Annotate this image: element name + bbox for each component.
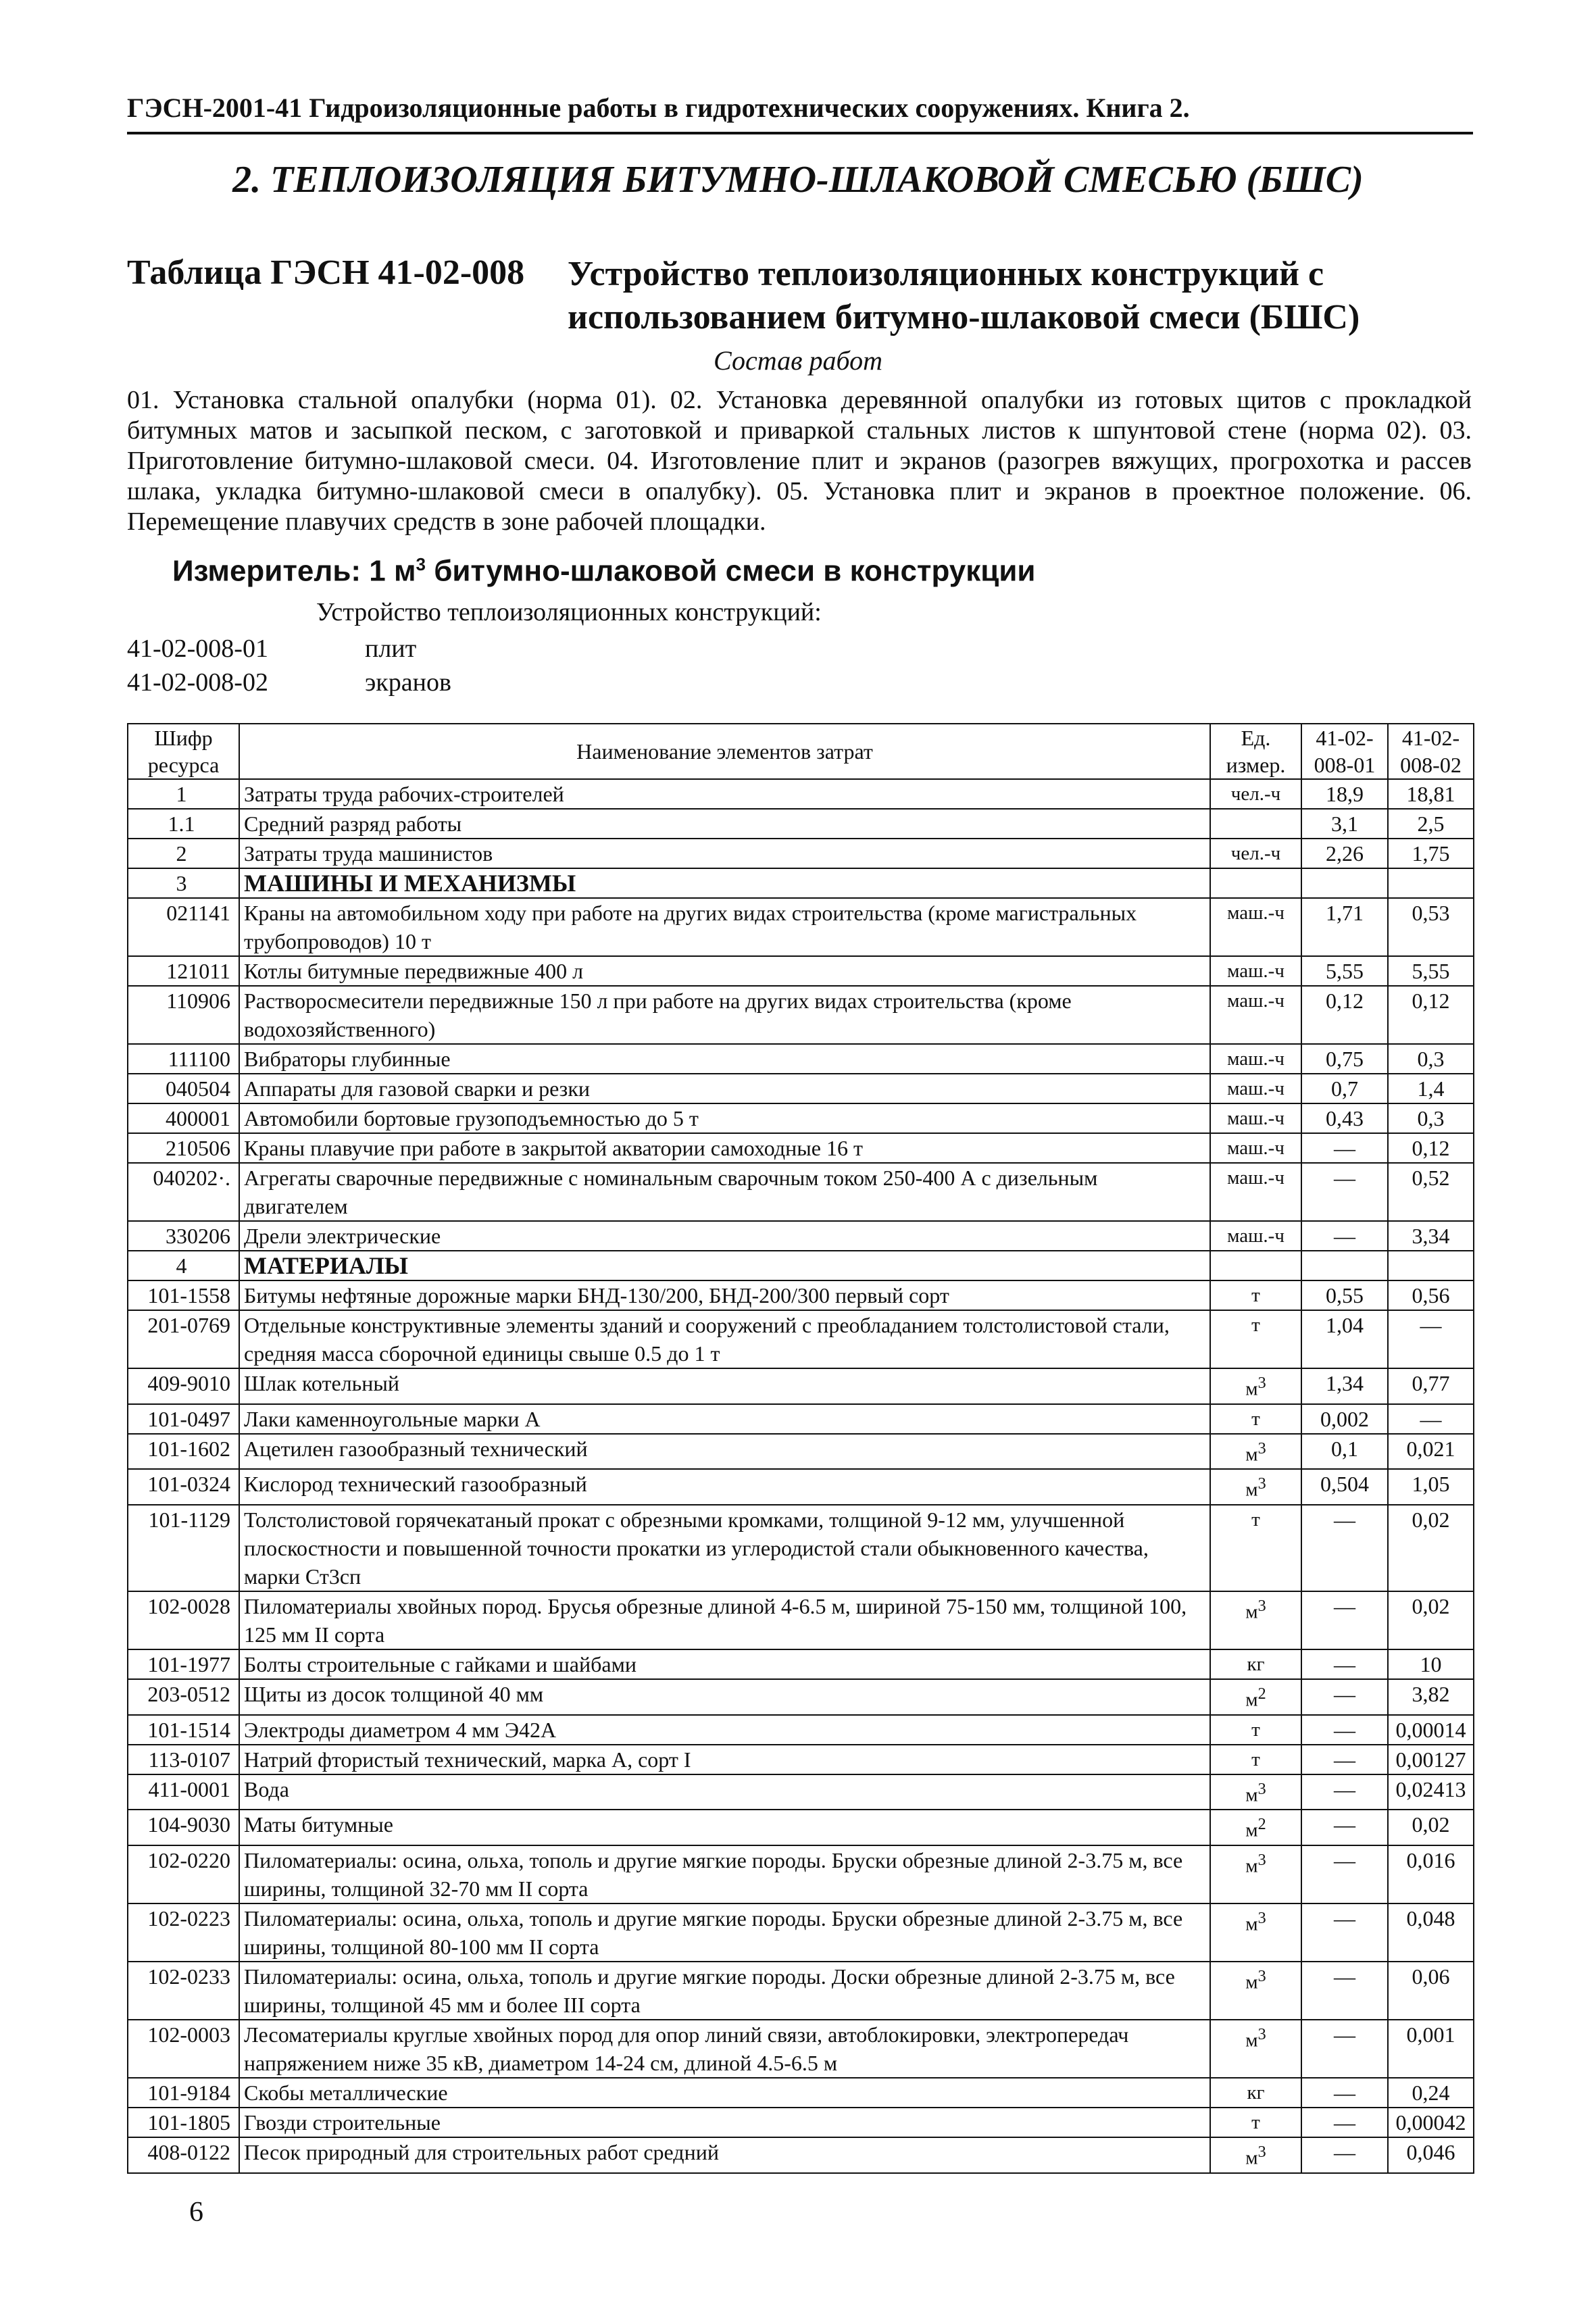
table-row: [128, 1221, 1474, 1251]
value-col-1: —: [1301, 1715, 1388, 1745]
value-col-2: —: [1388, 1310, 1474, 1368]
table-row: [128, 1434, 1474, 1470]
value-col-2: 0,001: [1388, 2020, 1474, 2078]
resource-unit: [1210, 1962, 1301, 2020]
value-col-2: 0,12: [1388, 1133, 1474, 1163]
resource-name: Аппараты для газовой сварки и резки: [239, 1074, 1210, 1103]
header-rule: [127, 132, 1473, 134]
resource-code: 102-0003: [128, 2020, 239, 2078]
variant-code: 41-02-008-02: [127, 668, 268, 697]
meter-line: [172, 554, 1035, 589]
value-col-1: 18,9: [1301, 779, 1388, 809]
value-col-1: 0,55: [1301, 1280, 1388, 1310]
resource-unit: [1210, 1679, 1301, 1715]
table-row: [128, 1591, 1474, 1649]
resource-unit: [1210, 809, 1301, 839]
resource-unit: [1210, 1163, 1301, 1221]
value-col-2: 10: [1388, 1649, 1474, 1679]
value-col-1: —: [1301, 1133, 1388, 1163]
resource-unit: [1210, 1280, 1301, 1310]
resource-name: Щиты из досок толщиной 40 мм: [239, 1679, 1210, 1715]
variant-code: 41-02-008-01: [127, 634, 268, 663]
table-row: [128, 1074, 1474, 1103]
resource-code: 101-1602: [128, 1434, 239, 1470]
value-col-1: 5,55: [1301, 956, 1388, 986]
value-col-1: 0,75: [1301, 1044, 1388, 1074]
value-col-2: 3,34: [1388, 1221, 1474, 1251]
table-row: [128, 1044, 1474, 1074]
value-col-1: 1,71: [1301, 898, 1388, 956]
resource-name: Пиломатериалы: осина, ольха, тополь и другие мягкие породы. Бруски обрезные длиной 2-3.75 м, все ширины, толщиной 32-70 мм II сорта: [239, 1845, 1210, 1903]
table-row: [128, 1745, 1474, 1774]
value-col-2: 0,02: [1388, 1591, 1474, 1649]
resource-name: Песок природный для строительных работ средний: [239, 2137, 1210, 2173]
header-col-2: 41-02-008-02: [1388, 724, 1474, 779]
unit-text: кг: [1247, 1653, 1265, 1675]
resource-name: Скобы металлические: [239, 2078, 1210, 2108]
value-col-1: [1301, 868, 1388, 898]
table-row: [128, 2137, 1474, 2173]
table-row: [128, 2078, 1474, 2108]
unit-exponent: 2: [1257, 1815, 1266, 1834]
resource-unit: [1210, 779, 1301, 809]
table-row: [128, 1251, 1474, 1280]
table-row: [128, 1962, 1474, 2020]
resource-unit: [1210, 2078, 1301, 2108]
value-col-1: —: [1301, 1962, 1388, 2020]
value-col-2: 0,016: [1388, 1845, 1474, 1903]
resource-unit: [1210, 2020, 1301, 2078]
resource-code: 113-0107: [128, 1745, 239, 1774]
resource-unit: [1210, 1434, 1301, 1470]
value-col-1: 0,12: [1301, 986, 1388, 1044]
value-col-1: —: [1301, 1591, 1388, 1649]
table-row: [128, 868, 1474, 898]
resource-unit: [1210, 1774, 1301, 1810]
resource-code: 2: [128, 839, 239, 868]
value-col-1: 3,1: [1301, 809, 1388, 839]
resource-name: Дрели электрические: [239, 1221, 1210, 1251]
table-row: [128, 1715, 1474, 1745]
resource-code: 101-1977: [128, 1649, 239, 1679]
value-col-1: 2,26: [1301, 839, 1388, 868]
unit-exponent: 3: [1257, 1779, 1266, 1798]
table-row: [128, 1280, 1474, 1310]
unit-text: маш.-ч: [1227, 1225, 1285, 1247]
value-col-1: 0,43: [1301, 1103, 1388, 1133]
table-row: [128, 779, 1474, 809]
unit-text: маш.-ч: [1227, 1167, 1285, 1189]
value-col-1: —: [1301, 1221, 1388, 1251]
works-description: 01. Установка стальной опалубки (норма 01). 02. Установка деревянной опалубки из готовых щитов с прокладкой битумных матов и засыпкой песком, с заготовкой и приваркой стальных листов к шпунтовой стене (норма 02). 03. Приготовление битумно-шлаковой смеси. 04. Изготовление плит и экранов (разогрев вяжущих, прогрохотка и рассев шлака, укладка битумно-шлаковой смеси в опалубку). 05. Установка плит и экранов в проектное положение. 06. Перемещение плавучих средств в зоне рабочей площадки.: [127, 386, 1472, 536]
resource-name: МАТЕРИАЛЫ: [239, 1251, 1210, 1280]
page-number: 6: [189, 2197, 203, 2228]
resource-name: Пиломатериалы хвойных пород. Брусья обрезные длиной 4-6.5 м, шириной 75-150 мм, толщиной 100, 125 мм II сорта: [239, 1591, 1210, 1649]
resource-code: 101-0497: [128, 1404, 239, 1434]
value-col-2: 1,4: [1388, 1074, 1474, 1103]
unit-exponent: 3: [1257, 2142, 1266, 2161]
unit-text: м: [1245, 2147, 1258, 2169]
resource-unit: [1210, 2108, 1301, 2137]
resource-unit: [1210, 868, 1301, 898]
resource-unit: [1210, 1044, 1301, 1074]
resource-name: Кислород технический газообразный: [239, 1469, 1210, 1505]
unit-text: м: [1245, 1784, 1258, 1806]
value-col-1: 1,04: [1301, 1310, 1388, 1368]
resource-code: 4: [128, 1251, 239, 1280]
value-col-1: —: [1301, 1903, 1388, 1962]
value-col-2: 0,3: [1388, 1044, 1474, 1074]
value-col-2: 0,046: [1388, 2137, 1474, 2173]
value-col-2: 0,56: [1388, 1280, 1474, 1310]
table-row: [128, 1368, 1474, 1404]
unit-text: маш.-ч: [1227, 990, 1285, 1012]
header-unit: Ед. измер.: [1210, 724, 1301, 779]
resource-unit: [1210, 986, 1301, 1044]
resource-unit: [1210, 1133, 1301, 1163]
value-col-1: —: [1301, 1505, 1388, 1591]
resource-code: 203-0512: [128, 1679, 239, 1715]
variant-row: [127, 634, 416, 664]
table-body: [128, 779, 1474, 2173]
resource-code: 330206: [128, 1221, 239, 1251]
unit-text: м: [1245, 1443, 1258, 1466]
resource-unit: [1210, 898, 1301, 956]
value-col-2: 0,048: [1388, 1903, 1474, 1962]
table-row: [128, 1103, 1474, 1133]
resource-name: Натрий фтористый технический, марка А, сорт I: [239, 1745, 1210, 1774]
unit-exponent: 2: [1257, 1684, 1266, 1703]
value-col-2: 0,00014: [1388, 1715, 1474, 1745]
unit-exponent: 3: [1257, 1474, 1266, 1493]
resource-code: 408-0122: [128, 2137, 239, 2173]
value-col-1: —: [1301, 1679, 1388, 1715]
resource-name: Шлак котельный: [239, 1368, 1210, 1404]
section-title: 2. ТЕПЛОИЗОЛЯЦИЯ БИТУМНО-ШЛАКОВОЙ СМЕСЬЮ (БШС): [232, 159, 1364, 201]
unit-text: чел.-ч: [1230, 783, 1281, 805]
resource-unit: [1210, 1221, 1301, 1251]
value-col-1: 0,7: [1301, 1074, 1388, 1103]
value-col-1: —: [1301, 2020, 1388, 2078]
resource-code: 101-0324: [128, 1469, 239, 1505]
resource-unit: [1210, 1845, 1301, 1903]
resource-name: Ацетилен газообразный технический: [239, 1434, 1210, 1470]
unit-text: м: [1245, 1913, 1258, 1935]
unit-text: м: [1245, 1601, 1258, 1623]
resource-name: Котлы битумные передвижные 400 л: [239, 956, 1210, 986]
resource-name: Вибраторы глубинные: [239, 1044, 1210, 1074]
resource-name: Электроды диаметром 4 мм Э42А: [239, 1715, 1210, 1745]
value-col-2: 0,3: [1388, 1103, 1474, 1133]
value-col-2: 3,82: [1388, 1679, 1474, 1715]
resource-unit: [1210, 1368, 1301, 1404]
value-col-1: [1301, 1251, 1388, 1280]
unit-exponent: 3: [1257, 1374, 1266, 1392]
resource-code: 409-9010: [128, 1368, 239, 1404]
table-row: [128, 1404, 1474, 1434]
resource-code: 101-1805: [128, 2108, 239, 2137]
unit-text: м: [1245, 1971, 1258, 1993]
resource-unit: [1210, 1074, 1301, 1103]
resource-code: 210506: [128, 1133, 239, 1163]
resource-unit: [1210, 1310, 1301, 1368]
value-col-1: —: [1301, 1745, 1388, 1774]
value-col-2: 2,5: [1388, 809, 1474, 839]
unit-text: маш.-ч: [1227, 1078, 1285, 1099]
table-row: [128, 1310, 1474, 1368]
resource-code: 411-0001: [128, 1774, 239, 1810]
value-col-2: —: [1388, 1404, 1474, 1434]
table-row: [128, 1133, 1474, 1163]
running-header: ГЭСН-2001-41 Гидроизоляционные работы в гидротехнических сооружениях. Книга 2.: [127, 93, 1190, 123]
resource-code: 102-0028: [128, 1591, 239, 1649]
resource-unit: [1210, 956, 1301, 986]
unit-text: м: [1245, 1378, 1258, 1400]
resource-code: 104-9030: [128, 1810, 239, 1845]
resource-unit: [1210, 1715, 1301, 1745]
value-col-2: 0,021: [1388, 1434, 1474, 1470]
value-col-2: [1388, 1251, 1474, 1280]
resource-unit: [1210, 1810, 1301, 1845]
unit-text: чел.-ч: [1230, 843, 1281, 864]
unit-text: маш.-ч: [1227, 960, 1285, 982]
value-col-2: 0,02: [1388, 1810, 1474, 1845]
value-col-2: 0,53: [1388, 898, 1474, 956]
unit-exponent: 3: [1257, 1966, 1266, 1985]
table-row: [128, 898, 1474, 956]
meter-sup: 3: [416, 554, 426, 574]
resource-unit: [1210, 1404, 1301, 1434]
resource-name: Краны на автомобильном ходу при работе на других видах строительства (кроме магистральных трубопроводов) 10 т: [239, 898, 1210, 956]
resource-unit: [1210, 1103, 1301, 1133]
resource-code: 1: [128, 779, 239, 809]
unit-exponent: 3: [1257, 1439, 1266, 1458]
variant-row: [127, 668, 451, 697]
table-header-row: [128, 724, 1474, 779]
resource-name: Гвозди строительные: [239, 2108, 1210, 2137]
value-col-2: 0,24: [1388, 2078, 1474, 2108]
resource-unit: [1210, 1745, 1301, 1774]
value-col-2: 0,00042: [1388, 2108, 1474, 2137]
resource-name: Пиломатериалы: осина, ольха, тополь и другие мягкие породы. Доски обрезные длиной 2-3.75 м, все ширины, толщиной 45 мм и более III сорта: [239, 1962, 1210, 2020]
value-col-1: —: [1301, 2137, 1388, 2173]
table-row: [128, 1845, 1474, 1903]
unit-text: т: [1251, 1285, 1260, 1306]
resource-name: Болты строительные с гайками и шайбами: [239, 1649, 1210, 1679]
resource-name: МАШИНЫ И МЕХАНИЗМЫ: [239, 868, 1210, 898]
value-col-2: 5,55: [1388, 956, 1474, 986]
resource-code: 101-1129: [128, 1505, 239, 1591]
resource-unit: [1210, 1591, 1301, 1649]
resource-unit: [1210, 2137, 1301, 2173]
value-col-1: —: [1301, 2078, 1388, 2108]
table-row: [128, 986, 1474, 1044]
variant-name: плит: [365, 634, 417, 663]
resource-name: Автомобили бортовые грузоподъемностью до 5 т: [239, 1103, 1210, 1133]
value-col-1: 0,002: [1301, 1404, 1388, 1434]
unit-text: маш.-ч: [1227, 902, 1285, 924]
value-col-1: —: [1301, 1774, 1388, 1810]
unit-text: т: [1251, 1718, 1260, 1741]
resource-name: Битумы нефтяные дорожные марки БНД-130/200, БНД-200/300 первый сорт: [239, 1280, 1210, 1310]
table-row: [128, 1903, 1474, 1962]
meter-suffix: битумно-шлаковой смеси в конструкции: [425, 554, 1036, 588]
value-col-1: —: [1301, 2108, 1388, 2137]
value-col-2: 0,06: [1388, 1962, 1474, 2020]
unit-text: т: [1251, 1408, 1260, 1430]
value-col-2: 0,77: [1388, 1368, 1474, 1404]
value-col-2: 0,12: [1388, 986, 1474, 1044]
resource-name: Средний разряд работы: [239, 809, 1210, 839]
table-row: [128, 956, 1474, 986]
resource-unit: [1210, 1903, 1301, 1962]
unit-text: м: [1245, 1689, 1258, 1711]
resource-code: 3: [128, 868, 239, 898]
table-row: [128, 1679, 1474, 1715]
table-row: [128, 1469, 1474, 1505]
value-col-1: 0,504: [1301, 1469, 1388, 1505]
unit-text: кг: [1247, 2081, 1265, 2104]
resource-unit: [1210, 1251, 1301, 1280]
resource-code: 201-0769: [128, 1310, 239, 1368]
table-row: [128, 1810, 1474, 1845]
value-col-2: 1,75: [1388, 839, 1474, 868]
resource-unit: [1210, 839, 1301, 868]
value-col-1: —: [1301, 1163, 1388, 1221]
unit-exponent: 3: [1257, 2024, 1266, 2043]
variants-subheading: Устройство теплоизоляционных конструкций:: [316, 598, 822, 626]
unit-text: м: [1245, 1855, 1258, 1877]
resource-name: Агрегаты сварочные передвижные с номинальным сварочным током 250-400 А с дизельным двигателем: [239, 1163, 1210, 1221]
unit-text: м: [1245, 1478, 1258, 1501]
resource-code: 101-1558: [128, 1280, 239, 1310]
table-row: [128, 1774, 1474, 1810]
table-title: Устройство теплоизоляционных конструкций с использованием битумно-шлаковой смеси (БШС): [568, 255, 1360, 337]
value-col-2: 0,02413: [1388, 1774, 1474, 1810]
meter-prefix: Измеритель: 1 м: [172, 554, 416, 588]
resource-code: 102-0220: [128, 1845, 239, 1903]
resource-code: 101-9184: [128, 2078, 239, 2108]
resource-unit: [1210, 1469, 1301, 1505]
value-col-1: —: [1301, 1845, 1388, 1903]
unit-text: маш.-ч: [1227, 1107, 1285, 1129]
resource-code: 1.1: [128, 809, 239, 839]
header-code: Шифр ресурса: [128, 724, 239, 779]
resource-code: 121011: [128, 956, 239, 986]
unit-exponent: 3: [1257, 1908, 1266, 1927]
table-row: [128, 1505, 1474, 1591]
value-col-1: —: [1301, 1649, 1388, 1679]
resource-name: Маты битумные: [239, 1810, 1210, 1845]
value-col-2: [1388, 868, 1474, 898]
resource-code: 040504: [128, 1074, 239, 1103]
value-col-2: 1,05: [1388, 1469, 1474, 1505]
header-name: Наименование элементов затрат: [239, 724, 1210, 779]
resource-code: 101-1514: [128, 1715, 239, 1745]
resource-code: 400001: [128, 1103, 239, 1133]
resource-name: Лаки каменноугольные марки А: [239, 1404, 1210, 1434]
unit-text: т: [1251, 2111, 1260, 2133]
header-col-1: 41-02-008-01: [1301, 724, 1388, 779]
resource-name: Пиломатериалы: осина, ольха, тополь и другие мягкие породы. Бруски обрезные длиной 2-3.75 м, все ширины, толщиной 80-100 мм II сорта: [239, 1903, 1210, 1962]
resource-name: Толстолистовой горячекатаный прокат с обрезными кромками, толщиной 9-12 мм, улучшенной плоскостности и повышенной точности прокатки из углеродистой стали обыкновенного качества, марки Ст3сп: [239, 1505, 1210, 1591]
resource-code: 021141: [128, 898, 239, 956]
value-col-2: 0,52: [1388, 1163, 1474, 1221]
resource-name: Лесоматериалы круглые хвойных пород для опор линий связи, автоблокировки, электропередач напряжением ниже 35 кВ, диаметром 14-24 см, длиной 4.5-6.5 м: [239, 2020, 1210, 2078]
table-row: [128, 839, 1474, 868]
resource-code: 102-0223: [128, 1903, 239, 1962]
value-col-1: —: [1301, 1810, 1388, 1845]
unit-text: т: [1251, 1508, 1260, 1530]
table-row: [128, 2020, 1474, 2078]
resource-code: 111100: [128, 1044, 239, 1074]
unit-text: маш.-ч: [1227, 1137, 1285, 1159]
resource-name: Растворосмесители передвижные 150 л при работе на других видах строительства (кроме водохозяйственного): [239, 986, 1210, 1044]
variant-name: экранов: [365, 668, 451, 697]
table-row: [128, 1649, 1474, 1679]
table-row: [128, 2108, 1474, 2137]
resource-unit: [1210, 1505, 1301, 1591]
unit-exponent: 3: [1257, 1850, 1266, 1869]
resource-name: Отдельные конструктивные элементы зданий и сооружений с преобладанием толстолистовой стали, средняя масса сборочной единицы свыше 0.5 до 1 т: [239, 1310, 1210, 1368]
resource-unit: [1210, 1649, 1301, 1679]
resource-code: 102-0233: [128, 1962, 239, 2020]
resource-code: 110906: [128, 986, 239, 1044]
unit-text: т: [1251, 1748, 1260, 1770]
unit-text: м: [1245, 2029, 1258, 2051]
table-code: Таблица ГЭСН 41-02-008: [127, 253, 525, 292]
unit-text: маш.-ч: [1227, 1048, 1285, 1070]
resource-name: Краны плавучие при работе в закрытой акватории самоходные 16 т: [239, 1133, 1210, 1163]
value-col-2: 0,02: [1388, 1505, 1474, 1591]
unit-text: м: [1245, 1819, 1258, 1841]
unit-exponent: 3: [1257, 1596, 1266, 1615]
resource-name: Затраты труда машинистов: [239, 839, 1210, 868]
value-col-1: 1,34: [1301, 1368, 1388, 1404]
works-caption: Состав работ: [714, 345, 882, 376]
value-col-2: 18,81: [1388, 779, 1474, 809]
value-col-2: 0,00127: [1388, 1745, 1474, 1774]
unit-text: т: [1251, 1314, 1260, 1336]
table-row: [128, 1163, 1474, 1221]
resource-table: [127, 723, 1474, 2174]
value-col-1: 0,1: [1301, 1434, 1388, 1470]
resource-name: Вода: [239, 1774, 1210, 1810]
resource-name: Затраты труда рабочих-строителей: [239, 779, 1210, 809]
resource-code: 040202·.: [128, 1163, 239, 1221]
table-row: [128, 809, 1474, 839]
